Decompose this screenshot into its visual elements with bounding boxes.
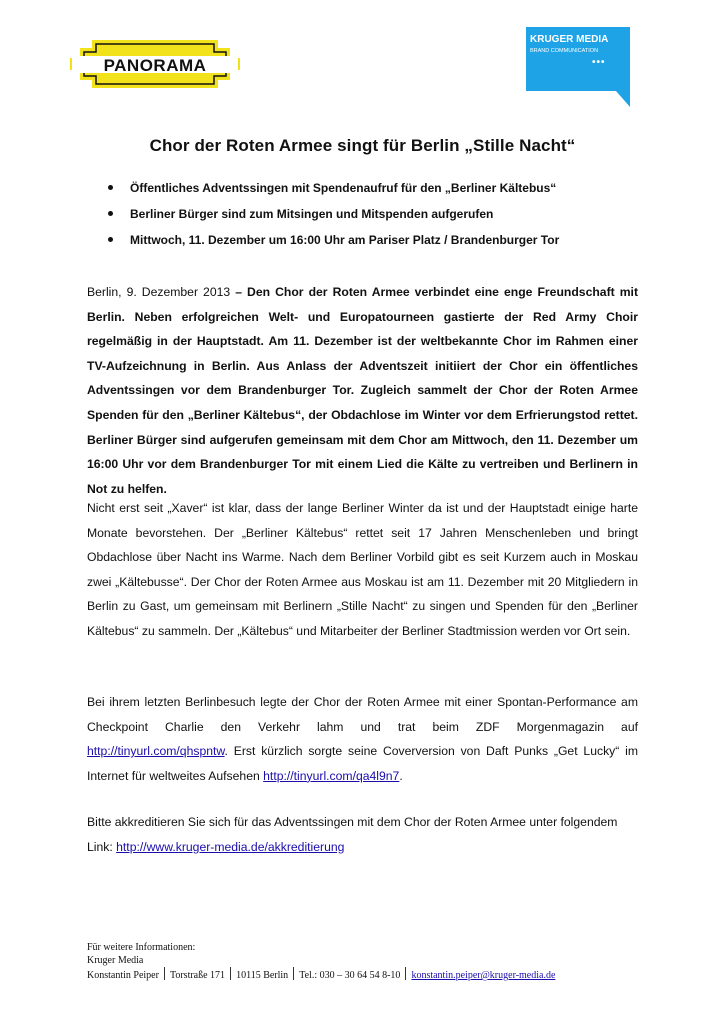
divider xyxy=(164,967,165,980)
kruger-logo-title: KRUGER MEDIA xyxy=(530,34,609,45)
footer-contact-row xyxy=(87,967,647,982)
contact-phone: Tel.: 030 – 30 64 54 8-10 xyxy=(299,970,401,981)
dateline: Berlin, 9. Dezember 2013 xyxy=(87,285,231,299)
divider xyxy=(293,967,294,980)
page-title: Chor der Roten Armee singt für Berlin „Stille Nacht“ xyxy=(149,136,576,155)
list-item xyxy=(108,207,559,233)
list-item-text: Öffentliches Adventssingen mit Spendenaufruf für den „Berliner Kältebus“ xyxy=(130,181,557,195)
bullet-icon xyxy=(108,185,113,190)
paragraph-text: Bei ihrem letzten Berlinbesuch legte der Chor der Roten Armee mit einer Spontan-Performance am Checkpoint Charlie den Verkehr lahm und trat beim ZDF Morgenmagazin auf xyxy=(87,695,638,734)
body-paragraph-2 xyxy=(87,690,638,788)
paragraph-text: . Erst kürzlich sorgte seine Coverversion von Daft Punks „Get Lucky“ im Internet für weltweites Aufsehen xyxy=(87,744,638,783)
panorama-logo xyxy=(70,36,240,92)
bullet-icon xyxy=(108,211,113,216)
contact-name: Konstantin Peiper xyxy=(87,970,159,981)
footer-heading: Für weitere Informationen: xyxy=(87,942,196,953)
accreditation-paragraph xyxy=(87,810,638,859)
bullet-icon xyxy=(108,237,113,242)
kruger-logo-subtitle: BRAND COMMUNICATION xyxy=(530,48,599,54)
list-item-text: Mittwoch, 11. Dezember um 16:00 Uhr am Pariser Platz / Brandenburger Tor xyxy=(130,233,560,247)
contact-footer xyxy=(87,941,647,982)
kruger-logo-dots: ••• xyxy=(592,57,606,68)
footer-company: Kruger Media xyxy=(87,955,144,966)
divider xyxy=(405,967,406,980)
paragraph-text: . xyxy=(399,768,403,783)
body-paragraph-1: Nicht erst seit „Xaver“ ist klar, dass der lange Berliner Winter da ist und der Hauptstadt einige harte Monate bevorstehen. Der „Berliner Kältebus“ rettet seit 17 Jahren Menschenleben und bringt Obdachlose über Nacht ins Warme. Nach dem Berliner Vorbild gibt es seit Kurzem auch in Moskau zwei „Kältebusse“. Der Chor der Roten Armee aus Moskau ist am 11. Dezember mit 20 Mitgliedern in Berlin zu Gast, um gemeinsam mit Berlinern „Stille Nacht“ zu singen und Spenden für den „Berliner Kältebus“ zu sammeln. Der „Kältebus“ und Mitarbeiter der Berliner Stadtmission werden vor Ort sein. xyxy=(87,501,638,638)
list-item-text: Berliner Bürger sind zum Mitsingen und Mitspenden aufgerufen xyxy=(130,207,494,221)
list-item xyxy=(108,181,559,207)
contact-city: 10115 Berlin xyxy=(236,970,289,981)
zdf-video-link[interactable]: http://tinyurl.com/qhspntw xyxy=(87,744,225,759)
get-lucky-video-link[interactable]: http://tinyurl.com/qa4l9n7 xyxy=(263,768,400,783)
highlights-list xyxy=(108,181,559,259)
kruger-media-logo xyxy=(526,27,630,107)
divider xyxy=(230,967,231,980)
contact-street: Torstraße 171 xyxy=(169,970,226,981)
paragraph-text: Bitte akkreditieren Sie sich für das Adventssingen mit dem Chor der Roten Armee unter folgendem Link: xyxy=(87,815,618,854)
accreditation-link[interactable]: http://www.kruger-media.de/akkreditierung xyxy=(116,839,345,854)
intro-paragraph xyxy=(87,280,638,501)
lead-text: – Den Chor der Roten Armee verbindet eine enge Freundschaft mit Berlin. Neben erfolgreichen Welt- und Europatourneen gastierte der Red Army Choir regelmäßig in der Hauptstadt. Am 11. Dezember ist der weltbekannte Chor im Rahmen einer TV-Aufzeichnung in Berlin. Aus Anlass der Adventszeit initiiert der Chor ein öffentliches Adventssingen vor dem Brandenburger Tor. Zugleich sammelt der Chor der Roten Armee Spenden für den „Berliner Kältebus“, der Obdachlose im Winter vor dem Erfrierungstod rettet. Berliner Bürger sind aufgerufen gemeinsam mit dem Chor am Mittwoch, den 11. Dezember um 16:00 Uhr vor dem Brandenburger Tor mit einem Lied die Kälte zu vertreiben und Berlinern in Not zu helfen. xyxy=(87,285,639,496)
list-item xyxy=(108,233,559,259)
panorama-logo-text: PANORAMA xyxy=(103,56,207,75)
contact-email-link[interactable]: konstantin.peiper@kruger-media.de xyxy=(411,970,556,981)
